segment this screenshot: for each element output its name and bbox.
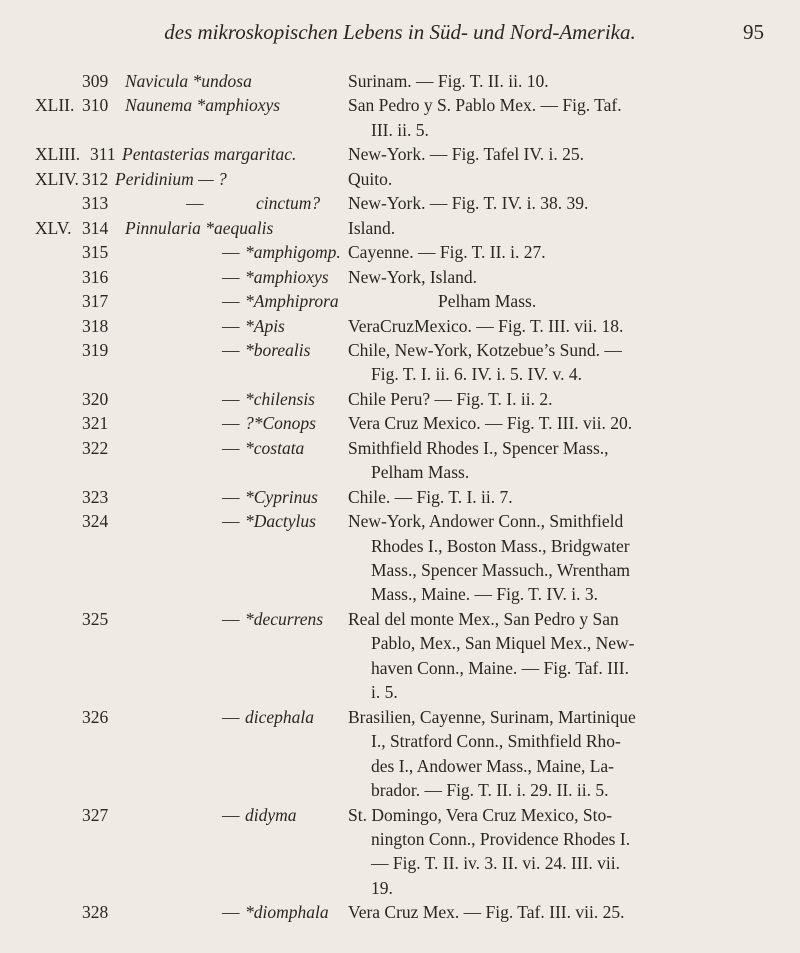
ditto-dash: — (222, 511, 240, 532)
locality-text: Surinam. — Fig. T. II. ii. 10. (348, 71, 549, 91)
entry-text: 19. (371, 877, 393, 898)
ditto-dash: — (222, 902, 240, 923)
entry-text: brador. — Fig. T. II. i. 29. II. ii. 5. (371, 780, 609, 801)
species-entry (0, 141, 800, 167)
taxon-name: *diomphala (245, 902, 329, 923)
running-header (36, 20, 764, 50)
section-number: XLV. (35, 217, 72, 238)
entry-continuation (0, 850, 800, 876)
entry-number: 315 (82, 242, 109, 263)
taxon-name: didyma (245, 804, 297, 825)
entry-number: 326 (82, 706, 109, 727)
entry-continuation (0, 655, 800, 681)
section-number: XLIV. (35, 168, 79, 189)
entry-text: — Fig. T. II. iv. 3. II. vi. 24. III. vii. (371, 853, 621, 874)
species-entry (0, 386, 800, 412)
species-entry (0, 435, 800, 461)
locality-text: Chile Peru? — Fig. T. I. ii. 2. (348, 388, 553, 409)
entry-continuation (0, 777, 800, 803)
taxon-name: *borealis (245, 339, 311, 360)
entry-number: 321 (82, 413, 109, 434)
ditto-dash: — (222, 388, 240, 409)
entry-continuation (0, 826, 800, 852)
ditto-dash: — (222, 266, 240, 287)
entry-continuation (0, 753, 800, 779)
entry-number: 320 (82, 388, 109, 409)
taxon-name: *Dactylus (245, 511, 316, 532)
entry-number: 328 (82, 902, 109, 923)
locality-text: Vera Cruz Mex. — Fig. Taf. III. vii. 25. (348, 902, 625, 923)
entry-continuation (0, 581, 800, 607)
locality-text: Vera Cruz Mexico. — Fig. T. III. vii. 20. (348, 413, 633, 434)
entry-number: 311 (90, 144, 116, 165)
entry-number: 324 (82, 511, 109, 532)
entry-number: 309 (82, 71, 109, 91)
entry-continuation (0, 557, 800, 583)
entry-continuation (0, 117, 800, 143)
taxon-name: *amphioxys (245, 266, 329, 287)
species-entry (0, 215, 800, 241)
entry-number: 313 (82, 193, 109, 214)
entry-continuation (0, 875, 800, 901)
locality-text: Cayenne. — Fig. T. II. i. 27. (348, 242, 546, 263)
entry-number: 325 (82, 608, 109, 629)
taxon-name: *Amphiprora (245, 291, 339, 312)
species-entry (0, 239, 800, 265)
taxon-name: *chilensis (245, 388, 315, 409)
running-title: des mikroskopischen Lebens in Süd- und Nord-Amerika. (164, 20, 636, 44)
taxon-name: *costata (245, 437, 305, 458)
page-number: 95 (743, 20, 764, 44)
ditto-dash: — (222, 486, 240, 507)
entry-number: 310 (82, 95, 109, 116)
entry-number: 327 (82, 804, 109, 825)
ditto-dash: — (222, 437, 240, 458)
entry-continuation (0, 630, 800, 656)
taxon-name: cinctum? (256, 193, 321, 214)
locality-text: San Pedro y S. Pablo Mex. — Fig. Taf. (348, 95, 622, 116)
species-entry (0, 337, 800, 363)
locality-text: New-York, Island. (348, 266, 477, 287)
entry-text: Rhodes I., Boston Mass., Bridgwater (371, 535, 630, 556)
entry-number: 322 (82, 437, 109, 458)
locality-text: Real del monte Mex., San Pedro y San (348, 608, 619, 629)
entry-continuation (0, 533, 800, 559)
locality-text: VeraCruzMexico. — Fig. T. III. vii. 18. (348, 315, 624, 336)
species-entry (0, 92, 800, 118)
species-entry (0, 704, 800, 730)
taxon-name: Naunema *amphioxys (125, 95, 281, 116)
entry-text: Pablo, Mex., San Miquel Mex., New- (371, 633, 635, 654)
entry-text: III. ii. 5. (371, 119, 429, 140)
ditto-dash: — (222, 608, 240, 629)
taxon-name: dicephala (245, 706, 315, 727)
locality-text: New-York. — Fig. T. IV. i. 38. 39. (348, 193, 589, 214)
entry-text: des I., Andower Mass., Maine, La- (371, 755, 615, 776)
locality-text: Smithfield Rhodes I., Spencer Mass., (348, 437, 609, 458)
species-entry (0, 606, 800, 632)
species-entry (0, 802, 800, 828)
taxon-name: *Cyprinus (245, 486, 318, 507)
taxon-name: Peridinium — ? (115, 168, 227, 189)
taxon-name: *amphigomp. (245, 242, 341, 263)
taxon-name: ?*Conops (245, 413, 316, 434)
ditto-dash: — (222, 242, 240, 263)
taxon-name: Navicula *undosa (125, 71, 252, 91)
entry-number: 323 (82, 486, 109, 507)
taxon-name: *decurrens (245, 608, 324, 629)
entry-number: 318 (82, 315, 109, 336)
entry-text: nington Conn., Providence Rhodes I. (371, 828, 631, 849)
locality-text: Pelham Mass. (438, 291, 537, 312)
species-entry (0, 899, 800, 925)
entry-text: Mass., Spencer Massuch., Wrentham (371, 560, 630, 580)
locality-text: Quito. (348, 168, 393, 189)
entry-continuation (0, 728, 800, 754)
taxon-name: *Apis (245, 315, 285, 336)
species-entry (0, 68, 800, 94)
locality-text: Chile, New-York, Kotzebue’s Sund. — (348, 339, 622, 360)
species-entry (0, 288, 800, 314)
entry-continuation (0, 679, 800, 705)
entry-text: haven Conn., Maine. — Fig. Taf. III. (371, 657, 629, 678)
section-number: XLII. (35, 95, 75, 116)
entry-continuation (0, 459, 800, 485)
ditto-dash: — (222, 804, 240, 825)
species-entry (0, 410, 800, 436)
ditto-dash: — (186, 193, 204, 214)
section-number: XLIII. (35, 144, 81, 165)
locality-text: Brasilien, Cayenne, Surinam, Martinique (348, 706, 636, 727)
ditto-dash: — (222, 339, 240, 360)
species-entry (0, 313, 800, 339)
locality-text: New-York, Andower Conn., Smithfield (348, 511, 624, 532)
entry-number: 314 (82, 217, 109, 238)
entry-text: Mass., Maine. — Fig. T. IV. i. 3. (371, 584, 599, 605)
species-entry (0, 508, 800, 534)
locality-text: St. Domingo, Vera Cruz Mexico, Sto- (348, 804, 613, 825)
entry-continuation (0, 361, 800, 387)
ditto-dash: — (222, 291, 240, 312)
ditto-dash: — (222, 706, 240, 727)
locality-text: Island. (348, 217, 396, 238)
species-entry (0, 264, 800, 290)
taxon-name: Pinnularia *aequalis (125, 217, 274, 238)
entry-number: 319 (82, 339, 109, 360)
species-entry (0, 166, 800, 192)
entry-text: Pelham Mass. (371, 462, 470, 483)
entry-text: i. 5. (371, 682, 398, 703)
locality-text: New-York. — Fig. Tafel IV. i. 25. (348, 144, 585, 165)
entry-number: 317 (82, 291, 109, 312)
taxon-name: Pentasterias margaritac. (122, 144, 297, 165)
ditto-dash: — (222, 315, 240, 336)
species-entry (0, 190, 800, 216)
entry-text: Fig. T. I. ii. 6. IV. i. 5. IV. v. 4. (371, 364, 582, 385)
species-entry (0, 484, 800, 510)
ditto-dash: — (222, 413, 240, 434)
entry-text: I., Stratford Conn., Smithfield Rho- (371, 731, 621, 752)
entry-number: 316 (82, 266, 109, 287)
entry-number: 312 (82, 168, 109, 189)
locality-text: Chile. — Fig. T. I. ii. 7. (348, 486, 513, 507)
